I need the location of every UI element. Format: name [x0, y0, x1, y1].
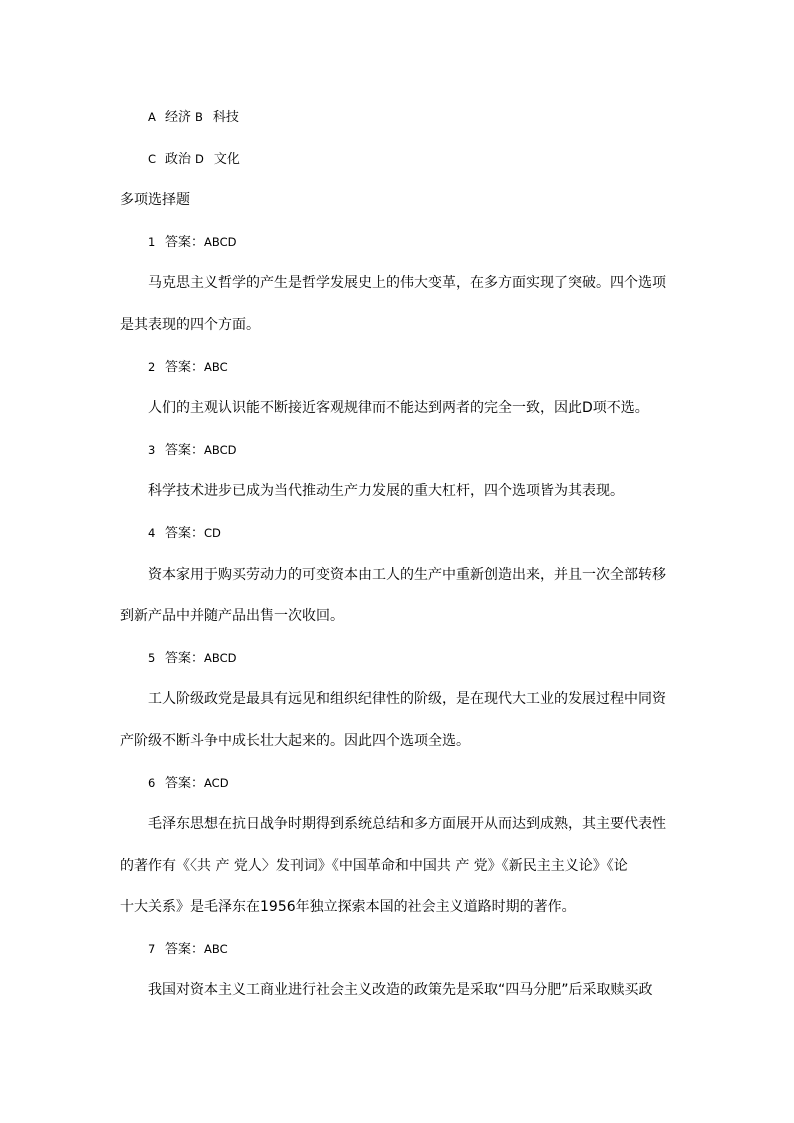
explanation-line: 毛泽东思想在抗日战争时期得到系统总结和多方面展开从而达到成熟，其主要代表性: [148, 816, 666, 833]
answer-value: ABC: [204, 359, 228, 374]
explanation-line: 十大关系》是毛泽东在1956年独立探索本国的社会主义道路时期的著作。: [120, 899, 576, 916]
answer-line: [120, 513, 680, 555]
answer-label: 答案：: [165, 525, 205, 541]
explanation-line: 资本家用于购买劳动力的可变资本由工人的生产中重新创造出来，并且一次全部转移: [148, 566, 666, 583]
explanation-line: 科学技术进步已成为当代推动生产力发展的重大杠杆，四个选项皆为其表现。: [148, 483, 624, 500]
answer-label: 答案：: [165, 650, 205, 666]
question-number: 1: [148, 234, 156, 249]
option-letter: A: [148, 110, 156, 124]
answer-value: ABCD: [204, 234, 237, 249]
explanation-line: 我国对资本主义工商业进行社会主义改造的政策先是采取“四马分肥”后采取赎买政: [148, 982, 653, 999]
question-number: 4: [148, 525, 156, 540]
answer-line: [120, 430, 680, 472]
answer-value: ACD: [204, 775, 229, 790]
question-number: 6: [148, 775, 156, 790]
answer-value: ABC: [204, 941, 228, 956]
question-number: 7: [148, 941, 156, 956]
answer-line: [120, 763, 680, 805]
option-line: [120, 97, 680, 139]
answer-line: [120, 347, 680, 389]
answer-line: [120, 638, 680, 680]
section-title: 多项选择题: [120, 192, 190, 209]
option-text: 文化: [213, 151, 240, 167]
answer-label: 答案：: [165, 775, 205, 791]
answer-label: 答案：: [165, 442, 205, 458]
answer-label: 答案：: [165, 359, 205, 375]
option-text: 科技: [212, 110, 239, 125]
document-page: [120, 97, 680, 1012]
explanation-line: 工人阶级政党是最具有远见和组织纪律性的阶级，是在现代大工业的发展过程中同资: [148, 691, 666, 708]
option-letter: D: [195, 151, 204, 166]
question-number: 3: [148, 442, 156, 457]
answer-value: ABCD: [204, 650, 237, 665]
answer-value: ABCD: [204, 442, 237, 457]
explanation-line: 的著作有《〈共 产 党人〉发刊词》《中国革命和中国共 产 党》《新民主主义论》《论: [120, 857, 628, 874]
option-text: 政治: [165, 151, 192, 167]
explanation-line: 到新产品中并随产品出售一次收回。: [120, 608, 344, 625]
option-letter: B: [195, 110, 203, 124]
answer-line: [120, 929, 680, 971]
question-number: 2: [148, 359, 156, 374]
explanation-line: 马克思主义哲学的产生是哲学发展史上的伟大变革，在多方面实现了突破。四个选项: [148, 275, 666, 292]
option-line: [120, 139, 680, 181]
answer-value: CD: [204, 525, 221, 540]
explanation-line: 产阶级不断斗争中成长壮大起来的。因此四个选项全选。: [120, 732, 470, 749]
option-text: 经济: [165, 110, 192, 125]
answer-label: 答案：: [165, 234, 205, 250]
answer-line: [120, 222, 680, 264]
explanation-line: 是其表现的四个方面。: [120, 316, 260, 333]
option-letter: C: [148, 151, 157, 166]
question-number: 5: [148, 650, 156, 665]
answer-label: 答案：: [165, 941, 205, 957]
explanation-line: 人们的主观认识能不断接近客观规律而不能达到两者的完全一致，因此D项不选。: [148, 400, 649, 417]
